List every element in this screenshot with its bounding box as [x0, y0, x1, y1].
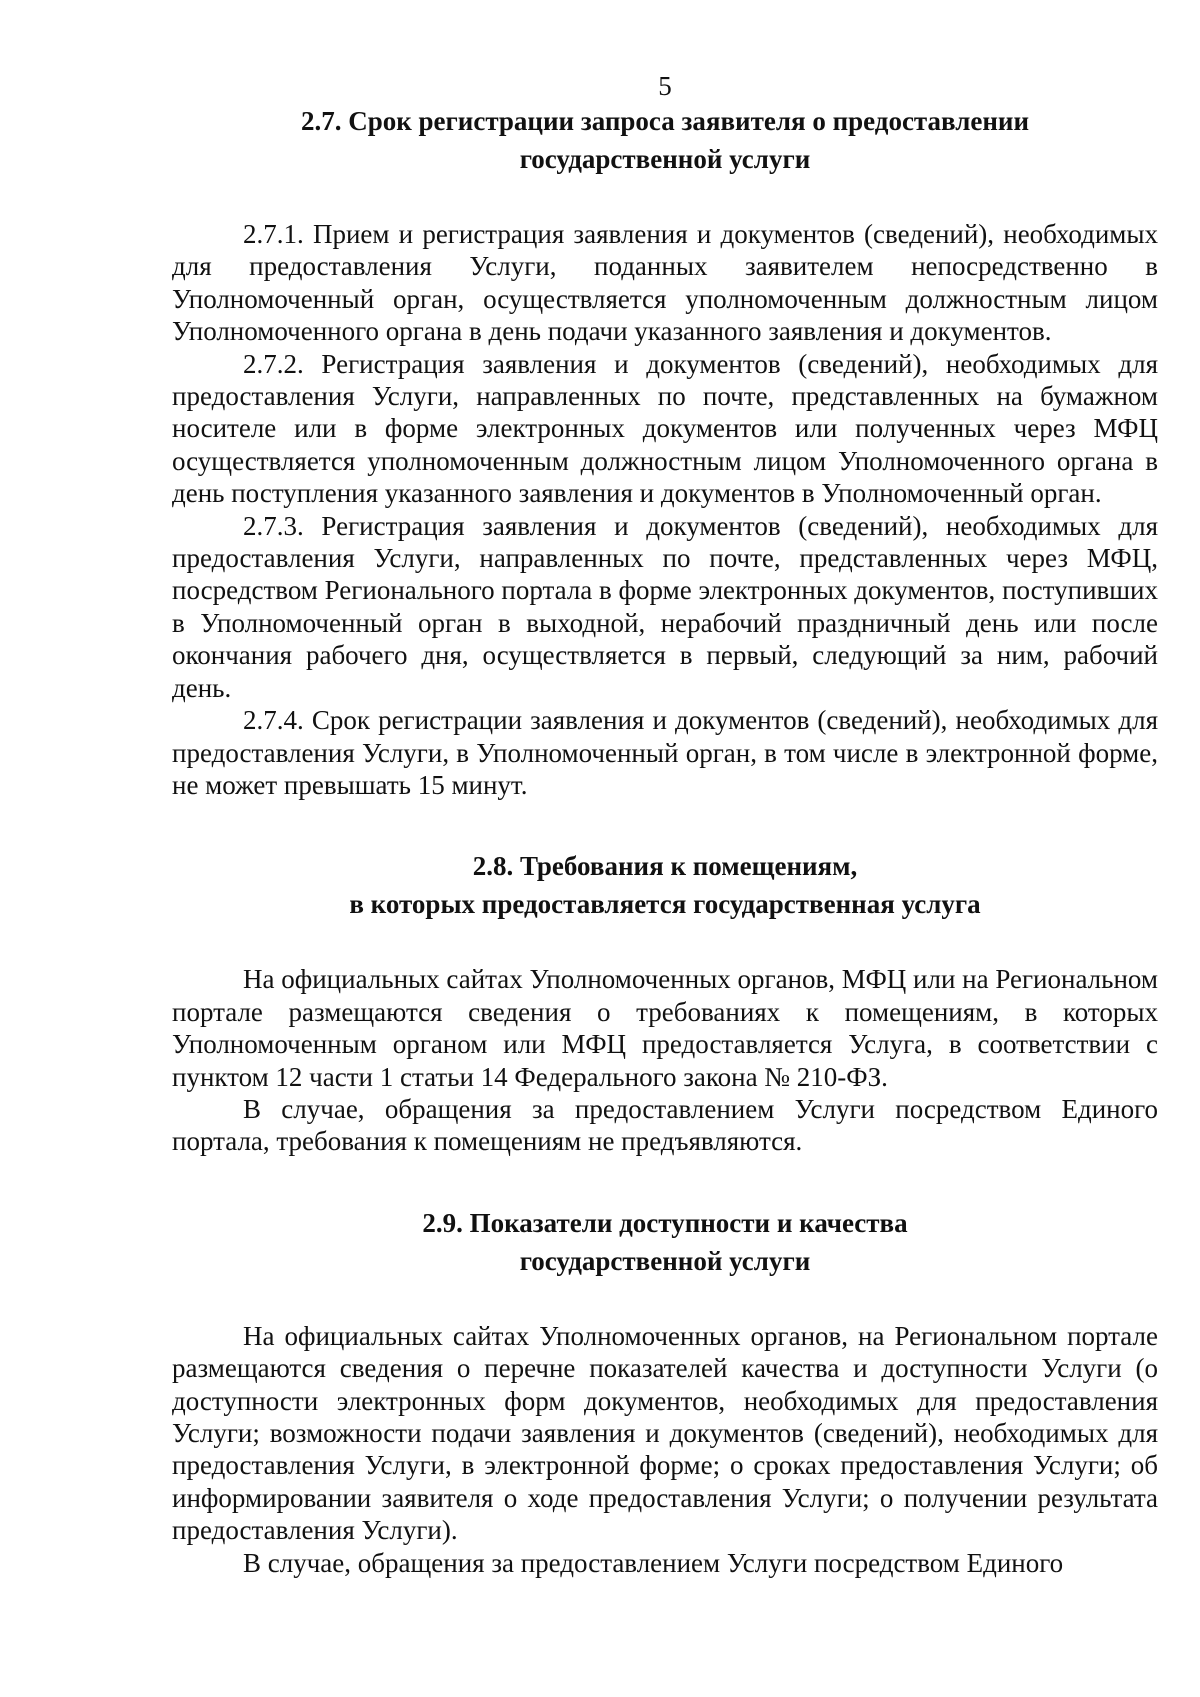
heading-line: государственной услуги	[519, 1245, 811, 1276]
heading-line: 2.9. Показатели доступности и качества	[422, 1207, 908, 1238]
section-heading-2-8	[172, 847, 1158, 923]
paragraph-2-7-4: 2.7.4. Срок регистрации заявления и документов (сведений), необходимых для предоставления Услуги, в Уполномоченный орган, в том числе в электронной форме, не может превышать 15 минут.	[172, 705, 1158, 800]
heading-line: государственной услуги	[519, 144, 811, 174]
heading-line: 2.8. Требования к помещениям,	[472, 851, 858, 882]
paragraph-2-7-2: 2.7.2. Регистрация заявления и документов (сведений), необходимых для предоставления Услуги, направленных по почте, представленных на бумажном носителе или в форме электронных документов или полученных через МФЦ осуществляется уполномоченным должностным лицом Уполномоченного органа в день поступления указанного заявления и документов в Уполномоченный орган.	[172, 348, 1158, 509]
paragraph-2-7-1: 2.7.1. Прием и регистрация заявления и документов (сведений), необходимых для предоставления Услуги, поданных заявителем непосредственно в Уполномоченный орган, осуществляется уполномоченным должностным лицом Уполномоченного органа в день подачи указанного заявления и документов.	[172, 219, 1158, 347]
document-page	[172, 70, 1158, 1579]
heading-line: в которых предоставляется государственная услуга	[349, 889, 981, 920]
paragraph-2-8-a: На официальных сайтах Уполномоченных органов, МФЦ или на Региональном портале размещаются сведения о требованиях к помещениям, в которых Уполномоченным органом или МФЦ предоставляется Услуга, в соответствии с пунктом 12 части 1 статьи 14 Федерального закона № 210-ФЗ.	[172, 964, 1158, 1092]
section-heading-2-7	[172, 102, 1158, 178]
page-number: 5	[658, 71, 672, 101]
paragraph-2-7-3: 2.7.3. Регистрация заявления и документов (сведений), необходимых для предоставления Услуги, направленных по почте, представленных через МФЦ, посредством Регионального портала в форме электронных документов, поступивших в Уполномоченный орган в выходной, нерабочий праздничный день или после окончания рабочего дня, осуществляется в первый, следующий за ним, рабочий день.	[172, 510, 1158, 703]
section-heading-2-9	[172, 1204, 1158, 1280]
paragraph-2-9-a: На официальных сайтах Уполномоченных органов, на Региональном портале размещаются сведения о перечне показателей качества и доступности Услуги (о доступности электронных форм документов, необходимых для предоставления Услуги; возможности подачи заявления и документов (сведений), необходимых для предоставления Услуги, в электронной форме; о сроках предоставления Услуги; об информировании заявителя о ходе предоставления Услуги; о получении результата предоставления Услуги).	[172, 1320, 1158, 1546]
paragraph-2-8-b: В случае, обращения за предоставлением Услуги посредством Единого портала, требования к помещениям не предъявляются.	[172, 1093, 1158, 1157]
heading-line: 2.7. Срок регистрации запроса заявителя о предоставлении	[300, 106, 1030, 136]
paragraph-2-9-b: В случае, обращения за предоставлением Услуги посредством Единого	[243, 1547, 1064, 1578]
